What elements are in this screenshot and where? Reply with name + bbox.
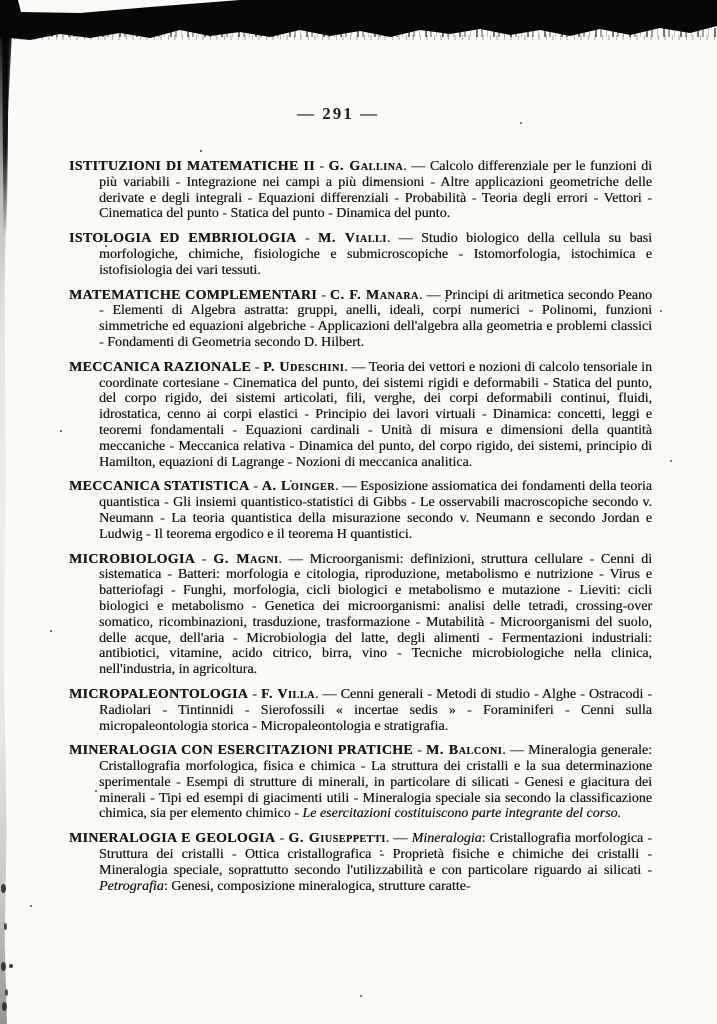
course-description-run: Principi di aritmetica secondo Peano - Elementi di Algebra astratta: gruppi, anelli, ideali, corpi numerici - Polinomi, funzioni simmetriche ed equazioni algebriche - Applicazioni dell'algebra alla geometria e problemi classici - Fondamenti di Geometria secondo D. Hilbert. <box>99 287 652 350</box>
scan-top-edge-speckle <box>0 35 717 40</box>
course-lecturer: G. Magni <box>213 551 279 567</box>
course-entry: MECCANICA RAZIONALE - P. Udeschini. — Teoria dei vettori e nozioni di calcolo tensoriale in coordinate cortesiane - Cinematica del punto, dei sistemi rigidi e deformabili - Statica del punto, del corpo rigido, dei sistemi articolati, fili, verghe, dei corpi deformabili continui, fluidi, idrostatica, cenno ai corpi elastici - Principio dei lavori virtuali - Dinamica: concetti, leggi e teoremi fondamentali - Equazioni cardinali - Unità di misura e dimensioni della quantità meccaniche - Meccanica relativa - Dinamica del punto, del corpo rigido, dei sistemi, principio di Hamilton, equazioni di Lagrange - Nozioni di meccanica analitica. <box>69 359 653 470</box>
course-title: MATEMATICHE COMPLEMENTARI <box>69 287 318 303</box>
course-description-run: Teoria dei vettori e nozioni di calcolo tensoriale in coordinate cortesiane - Cinematica del punto, dei sistemi rigidi e deformabili - Statica del punto, del corpo rigido, dei sistemi articolati, fili, verghe, dei corpi deformabili continui, fluidi, idrostatica, cenno ai corpi elastici - Principio dei lavori virtuali - Dinamica: concetti, leggi e teoremi fondamentali - Equazioni cardinali - Unità di misura e dimensioni della quantità meccaniche - Meccanica relativa - Dinamica del punto, del corpo rigido, dei sistemi, principio di Hamilton, equazioni di Lagrange - Nozioni di meccanica analitica. <box>99 359 653 470</box>
course-title: ISTITUZIONI DI MATEMATICHE II <box>69 159 315 174</box>
course-title: MECCANICA STATISTICA <box>69 479 250 495</box>
course-lecturer: P. Udeschini <box>263 359 345 375</box>
course-title: MECCANICA RAZIONALE <box>69 359 252 375</box>
course-entry: MECCANICA STATISTICA - A. Loinger. — Esposizione assiomatica dei fondamenti della teoria quantistica - Gli insiemi quantistico-statistici di Gibbs - Le osservabili macroscopiche secondo v. Neumann - La teoria quantistica della misurazione secondo v. Neumann e secondo Jordan e Ludwig - Il teorema ergodico e il teorema H quantistici. <box>69 479 653 542</box>
course-title: MINERALOGIA E GEOLOGIA <box>69 831 276 847</box>
course-lecturer: G. Giuseppetti <box>288 831 386 847</box>
course-title: MINERALOGIA CON ESERCITAZIONI PRATICHE <box>69 743 413 759</box>
course-entry: ISTOLOGIA ED EMBRIOLOGIA - M. Vialli. — Studio biologico della cellula su basi morfologiche, chimiche, fisiologiche e submicroscopiche - Istomorfologia, istochimica e istofisiologia dei vari tessuti. <box>69 231 653 278</box>
course-description-run: Le esercitazioni costituiscono parte integrante del corso. <box>302 806 622 822</box>
course-list <box>69 159 652 903</box>
course-description-run: Calcolo differenziale per le funzioni di più variabili - Integrazione nei campi a più dimensioni - Altre applicazioni geometriche delle derivate e degli integrali - Equazioni differenziali - Probabilità - Teoria degli errori - Vettori - Cinematica del punto - Statica del punto - Dinamica del punto. <box>99 159 652 222</box>
course-title: MICROPALEONTOLOGIA <box>69 686 249 702</box>
course-lecturer: C. F. Manara <box>329 287 419 303</box>
page-number: — 291 — <box>297 104 379 123</box>
course-description-run: Studio biologico della cellula su basi morfologiche, chimiche, fisiologiche e submicroscopiche - Istomorfologia, istochimica e istofisiologia dei vari tessuti. <box>99 231 653 278</box>
course-description-run: Cenni generali - Metodi di studio - Alghe - Ostracodi - Radiolari - Tintinnidi - Sierofossili « incertae sedis » - Foraminiferi - Cenni sulla micropaleontologia storica - Micropaleontologia e stratigrafia. <box>99 686 652 734</box>
course-lecturer: G. Gallina <box>328 159 404 174</box>
course-description-run: Microorganismi: definizioni, struttura cellulare - Cenni di sistematica - Batteri: morfologia e citologia, riproduzione, metabolismo e nutrizione - Virus e batteriofagi - Funghi, morfologia, cicli biologici e metabolismo e mutazione - Lieviti: cicli biologici e metabolismo - Genetica dei microorganismi: analisi delle tetradi, crossing-over somatico, ricombinazioni, trasduzione, trasformazione - Mutabilità - Microorganismi del suolo, delle acque, dell'aria - Microbiologia del latte, degli alimenti - Fermentazioni industriali: antibiotici, vitamine, acido citrico, birra, vino - Tecniche microbiologiche nella clinica, nell'industria, in agricoltura. <box>99 551 653 678</box>
course-lecturer: F. Villa <box>260 686 315 702</box>
course-lecturer: M. Vialli <box>318 231 387 247</box>
course-description-run: Petrografia <box>99 878 164 894</box>
course-entry: MATEMATICHE COMPLEMENTARI - C. F. Manara. — Principi di aritmetica secondo Peano - Elementi di Algebra astratta: gruppi, anelli, ideali, corpi numerici - Polinomi, funzioni simmetriche ed equazioni algebriche - Applicazioni dell'algebra alla geometria e problemi classici - Fondamenti di Geometria secondo D. Hilbert. <box>69 287 652 350</box>
course-description-run: : Genesi, composizione mineralogica, strutture caratte- <box>163 878 471 894</box>
course-entry: MINERALOGIA CON ESERCITAZIONI PRATICHE - M. Balconi. — Mineralogia generale: Cristallografia morfologica, fisica e chimica - La struttura dei cristalli e la sua determinazione sperimentale - Esempi di strutture di minerali, in particolare di silicati - Genesi e giacitura dei minerali - Tipi ed esempi di giacimenti utili - Mineralogia speciale sia secondo la classificazione chimica, sia per elemento chimico - Le esercitazioni costituiscono parte integrante del corso. <box>69 743 652 822</box>
course-entry: MINERALOGIA E GEOLOGIA - G. Giuseppetti. — Mineralogia: Cristallografia morfologica - Struttura dei cristalli - Ottica cristallografica - Proprietà fisiche e chimiche dei cristalli - Mineralogia speciale, soprattutto secondo l'utilizzabilità e con particolare riguardo ai silicati - Petrografia: Genesi, composizione mineralogica, strutture caratte- <box>69 831 652 894</box>
course-description-run: : Cristallografia morfologica - Struttura dei cristalli - Ottica cristallografica - Proprietà fisiche e chimiche dei cristalli - Mineralogia speciale, soprattutto secondo l'utilizzabilità e con particolare riguardo ai silicati - <box>99 831 652 878</box>
course-description-run: Esposizione assiomatica dei fondamenti della teoria quantistica - Gli insiemi quantistico-statistici di Gibbs - Le osservabili macroscopiche secondo v. Neumann - La teoria quantistica della misurazione secondo v. Neumann e secondo Jordan e Ludwig - Il teorema ergodico e il teorema H quantistici. <box>99 479 653 542</box>
course-lecturer: M. Balconi <box>425 743 503 759</box>
scan-bottom-left-marks <box>1 884 6 893</box>
course-entry: ISTITUZIONI DI MATEMATICHE II - G. Gallina. — Calcolo differenziale per le funzioni di più variabili - Integrazione nei campi a più dimensioni - Altre applicazioni geometriche delle derivate e degli integrali - Equazioni differenziali - Probabilità - Teoria degli errori - Vettori - Cinematica del punto - Statica del punto - Dinamica del punto. <box>69 159 652 222</box>
scan-noise-specks <box>200 150 202 152</box>
course-title: ISTOLOGIA ED EMBRIOLOGIA <box>69 231 297 247</box>
course-description-run: Mineralogia generale: Cristallografia morfologica, fisica e chimica - La struttura dei cristalli e la sua determinazione sperimentale - Esempi di strutture di minerali, in particolare di silicati - Genesi e giacitura dei minerali - Tipi ed esempi di giacimenti utili - Mineralogia speciale sia secondo la classificazione chimica, sia per elemento chimico - <box>99 743 652 822</box>
course-title: MICROBIOLOGIA <box>69 551 196 567</box>
course-entry: MICROBIOLOGIA - G. Magni. — Microorganismi: definizioni, struttura cellulare - Cenni di sistematica - Batteri: morfologia e citologia, riproduzione, metabolismo e nutrizione - Virus e batteriofagi - Funghi, morfologia, cicli biologici e metabolismo e mutazione - Lieviti: cicli biologici e metabolismo - Genetica dei microorganismi: analisi delle tetradi, crossing-over somatico, ricombinazioni, trasduzione, trasformazione - Mutabilità - Microorganismi del suolo, delle acque, dell'aria - Microbiologia del latte, degli alimenti - Fermentazioni industriali: antibiotici, vitamine, acido citrico, birra, vino - Tecniche microbiologiche nella clinica, nell'industria, in agricoltura. <box>69 551 653 678</box>
course-description-run: Mineralogia <box>411 831 482 847</box>
course-entry: MICROPALEONTOLOGIA - F. Villa. — Cenni generali - Metodi di studio - Alghe - Ostracodi - Radiolari - Tintinnidi - Sierofossili « incertae sedis » - Foraminiferi - Cenni sulla micropaleontologia storica - Micropaleontologia e stratigrafia. <box>69 686 652 734</box>
course-lecturer: A. Loinger <box>261 479 336 495</box>
